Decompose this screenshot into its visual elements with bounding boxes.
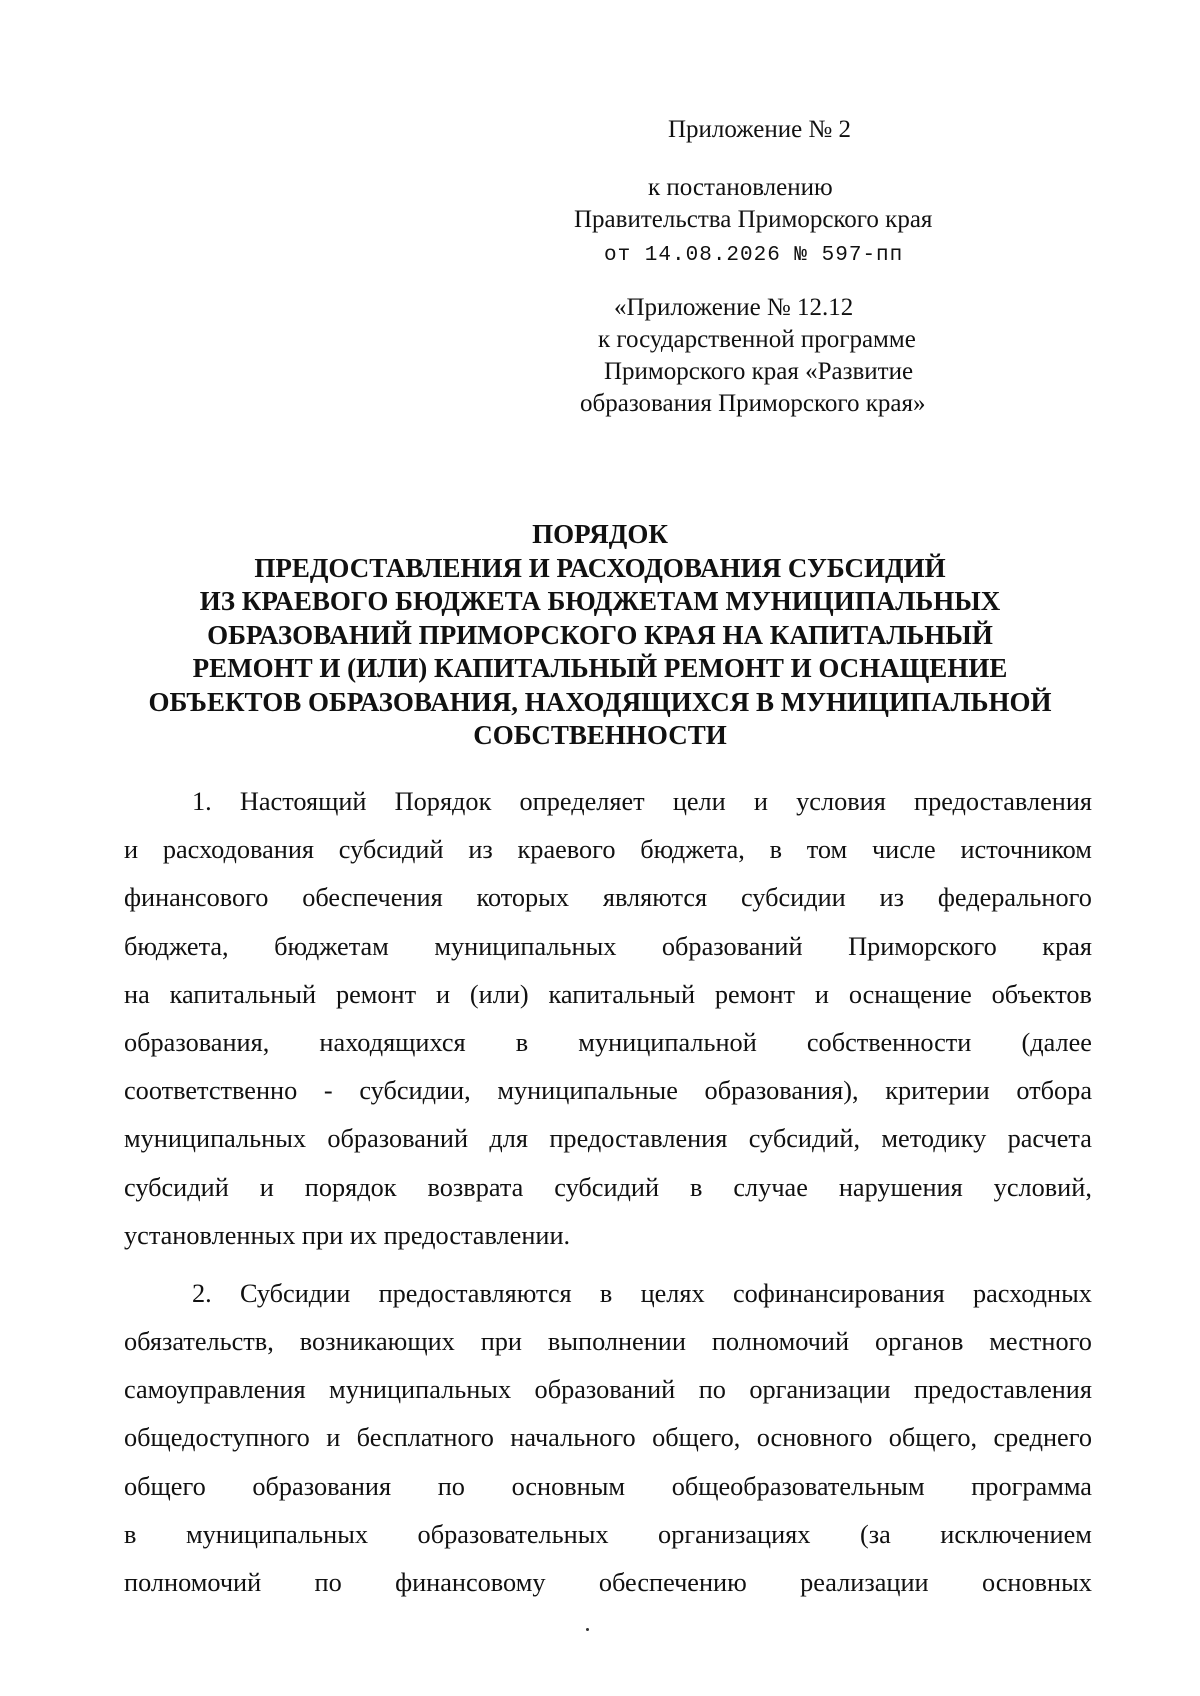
text-line: самоуправления муниципальных образований по организации предоставления bbox=[124, 1375, 1092, 1405]
program-name-line-2: образования Приморского края» bbox=[580, 390, 926, 417]
text-line: установленных при их предоставлении. bbox=[124, 1220, 571, 1250]
text-line: на капитальный ремонт и (или) капитальный ремонт и оснащение объектов bbox=[124, 979, 1092, 1009]
text-line: 1. Настоящий Порядок определяет цели и условия предоставления bbox=[192, 787, 1092, 816]
scan-speck bbox=[586, 1628, 589, 1631]
paragraph-2 bbox=[124, 1270, 1092, 1607]
text-line: 2. Субсидии предоставляются в целях софинансирования расходных bbox=[192, 1278, 1092, 1308]
title-line: ПРЕДОСТАВЛЕНИЯ И РАСХОДОВАНИЯ СУБСИДИЙ bbox=[254, 552, 946, 583]
text-line: полномочий по финансовому обеспечению реализации основных bbox=[124, 1568, 1092, 1597]
title-line: ОБЪЕКТОВ ОБРАЗОВАНИЯ, НАХОДЯЩИХСЯ В МУНИЦИПАЛЬНОЙ bbox=[148, 686, 1052, 717]
text-line: обязательств, возникающих при выполнении полномочий органов местного bbox=[124, 1327, 1092, 1357]
government-name: Правительства Приморского края bbox=[574, 206, 933, 233]
title-line: РЕМОНТ И (ИЛИ) КАПИТАЛЬНЫЙ РЕМОНТ И ОСНАЩЕНИЕ bbox=[192, 653, 1008, 683]
text-line: в муниципальных образовательных организациях (за исключением bbox=[124, 1519, 1092, 1549]
document-body bbox=[124, 778, 1092, 1607]
program-name-line-1: Приморского края «Развитие bbox=[604, 358, 914, 385]
text-line: и расходования субсидий из краевого бюджета, в том числе источником bbox=[124, 835, 1092, 865]
appendix-number: Приложение № 2 bbox=[668, 116, 852, 143]
title-line: ПОРЯДОК bbox=[532, 519, 668, 549]
text-line: бюджета, бюджетам муниципальных образований Приморского края bbox=[124, 931, 1092, 961]
text-line: финансового обеспечения которых являются субсидии из федерального bbox=[124, 883, 1092, 913]
paragraph-1 bbox=[124, 778, 1092, 1260]
to-program: к государственной программе bbox=[598, 326, 916, 353]
title-line: ОБРАЗОВАНИЙ ПРИМОРСКОГО КРАЯ НА КАПИТАЛЬНЫЙ bbox=[207, 619, 993, 650]
text-line: субсидий и порядок возврата субсидий в случае нарушения условий, bbox=[124, 1172, 1092, 1202]
document-title bbox=[100, 518, 1100, 753]
text-line: общедоступного и бесплатного начального общего, основного общего, среднего bbox=[124, 1423, 1092, 1453]
text-line: соответственно - субсидии, муниципальные образования), критерии отбора bbox=[124, 1076, 1092, 1106]
to-resolution: к постановлению bbox=[648, 174, 833, 201]
text-line: муниципальных образований для предоставления субсидий, методику расчета bbox=[124, 1124, 1092, 1154]
title-line: ИЗ КРАЕВОГО БЮДЖЕТА БЮДЖЕТАМ МУНИЦИПАЛЬНЫХ bbox=[199, 586, 1001, 616]
text-line: образования, находящихся в муниципальной собственности (далее bbox=[124, 1027, 1092, 1057]
text-line: общего образования по основным общеобразовательным программа bbox=[124, 1471, 1092, 1501]
program-appendix: «Приложение № 12.12 bbox=[614, 294, 854, 321]
title-line: СОБСТВЕННОСТИ bbox=[473, 720, 727, 750]
resolution-date-number: от 14.08.2026 № 597-пп bbox=[604, 244, 904, 267]
